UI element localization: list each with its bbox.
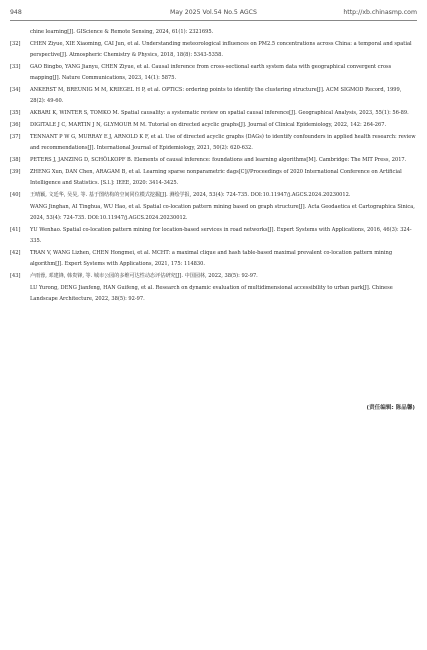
reference-entry <box>10 155 416 166</box>
reference-text: CHEN Ziyue, XIE Xiaoming, CAI Jun, et al. Understanding meteorological influences on PM2.5 concentrations across China: a temporal and spatial perspective[J]. Atmospheric Chemistry & Physics, 2018, 18(8): 5343-5358. <box>30 40 412 59</box>
header-divider <box>10 20 417 21</box>
reference-entry <box>10 225 416 247</box>
reference-text: PETERS J, JANZING D, SCHÖLKOPF B. Elements of causal inference: foundations and learning algorithms[M]. Cambridge: The MIT Press, 2017. <box>30 157 407 164</box>
responsible-editor: (责任编辑: 陈品馨) <box>366 405 415 411</box>
reference-number: [37] <box>10 133 21 140</box>
reference-text: AKBARI K, WINTER S, TOMKO M. Spatial causality: a systematic review on spatial causal inference[J]. Geographical Analysis, 2023, 55(1): 56-89. <box>30 110 409 117</box>
reference-entry <box>10 108 416 119</box>
reference-entry <box>10 202 416 224</box>
reference-number: [42] <box>10 250 21 257</box>
reference-text: chine learning[J]. GIScience & Remote Sensing, 2024, 61(1): 2321695. <box>30 29 214 35</box>
reference-text: 卢雨蓉, 邓建锋, 韩贵锋, 等. 城市公园的多维可达性动态评估研究[J]. 中国园林, 2022, 38(5): 92-97. <box>30 273 258 280</box>
reference-text: TENNANT P W G, MURRAY E J, ARNOLD K F, et al. Use of directed acyclic graphs (DAGs) to identify confounders in applied health research: review and recommendations[J]. International Journal of Epidemiology, 2021, 50(2): 620-632. <box>30 133 416 152</box>
reference-text: WANG Jinghan, AI Tinghua, WU Hao, et al. Spatial co-location pattern mining based on graph structure[J]. Acta Geodaetica et Cartographica Sinica, 2024, 53(4): 724-735. DOI:10.11947/j.AGCS.2024.20230012. <box>30 203 415 222</box>
reference-number: [33] <box>10 63 21 70</box>
reference-entry <box>10 62 416 84</box>
reference-entry <box>10 283 416 305</box>
reference-list <box>10 27 416 306</box>
journal-url[interactable]: http://xb.chinasmp.com <box>343 9 417 16</box>
reference-entry <box>10 85 416 107</box>
reference-number: [35] <box>10 110 21 117</box>
reference-number: [39] <box>10 168 21 175</box>
reference-text: TRAN V, WANG Lizhen, CHEN Hongmei, et al. MCHT: a maximal clique and hash table-based maximal prevalent co-location pattern mining algorithm[J]. Expert Systems with Applications, 2021, 175: 114830. <box>30 250 393 268</box>
reference-entry <box>10 27 416 38</box>
reference-number: [34] <box>10 87 21 94</box>
reference-entry <box>10 39 416 61</box>
page-number: 948 <box>10 9 22 16</box>
journal-issue: May 2025 Vol.54 No.5 AGCS <box>170 9 257 16</box>
reference-text: 王晴颖, 文廷华, 吴昊, 等. 基于图结构的空间同位模式挖掘[J]. 测绘学报, 2024, 53(4): 724-735. DOI:10.11947/j.AGCS.2024.20230012. <box>30 192 351 199</box>
reference-text: ZHENG Xun, DAN Chen, ARAGAM B, et al. Learning sparse nonparametric dags[C]//Proceedings of 2020 International Conference on Artificial Intelligence and Statistics. [S.l.]: IEEE, 2020: 3414-3425. <box>30 168 402 187</box>
reference-number: [43] <box>10 273 21 280</box>
reference-number: [38] <box>10 157 21 164</box>
reference-entry <box>10 248 416 270</box>
reference-entry <box>10 167 416 189</box>
reference-entry <box>10 132 416 154</box>
reference-text: GAO Bingbo, YANG Jianyu, CHEN Ziyue, et al. Causal inference from cross-sectional earth system data with geographical convergent cross mapping[J]. Nature Communications, 2023, 14(1): 5875. <box>30 63 392 82</box>
reference-number: [36] <box>10 122 21 129</box>
reference-text: YU Wenhao. Spatial co-location pattern mining for location-based services in road networks[J]. Expert Systems with Applications, 2016, 46(3): 324-335. <box>30 227 412 245</box>
reference-entry <box>10 271 416 282</box>
reference-entry <box>10 120 416 131</box>
reference-number: [41] <box>10 227 21 234</box>
reference-number: [32] <box>10 40 21 47</box>
reference-text: LU Yurong, DENG Jianfeng, HAN Guifeng, et al. Research on dynamic evaluation of multidimensional accessibility to urban park[J]. Chinese Landscape Architecture, 2022, 38(5): 92-97. <box>30 285 393 303</box>
reference-entry <box>10 190 416 201</box>
reference-text: ANKERST M, BREUNIG M M, KRIEGEL H P, et al. OPTICS: ordering points to identify the clustering structure[J]. ACM SIGMOD Record, 1999, 28(2): 49-60. <box>30 87 402 105</box>
reference-text: DIGITALE J C, MARTIN J N, GLYMOUR M M. Tutorial on directed acyclic graphs[J]. Journal of Clinical Epidemiology, 2022, 142: 264-267. <box>30 122 387 129</box>
reference-number: [40] <box>10 192 21 199</box>
